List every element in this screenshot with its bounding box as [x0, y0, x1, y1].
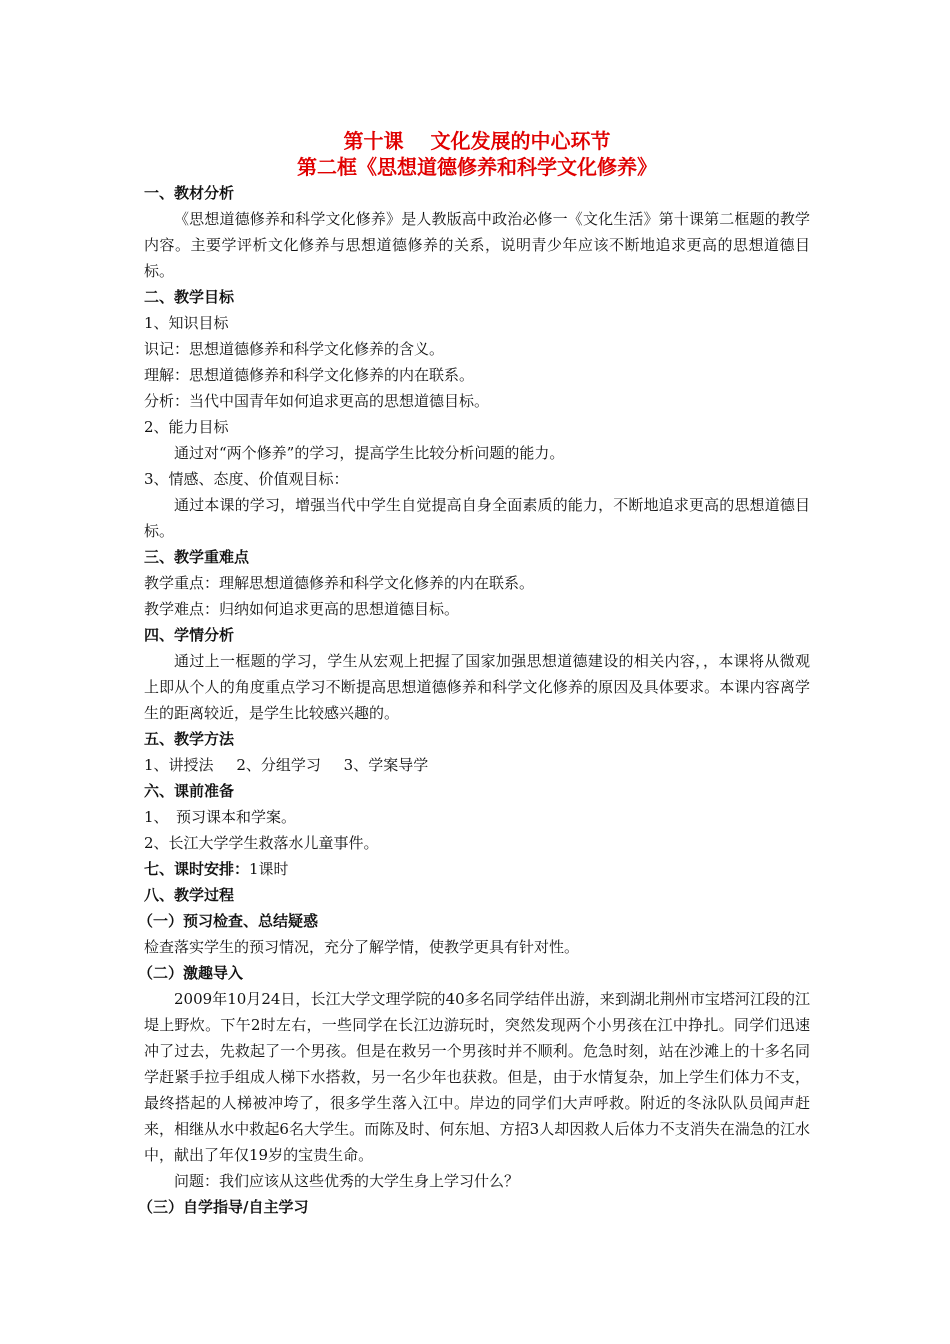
introduction-question: 问题：我们应该从这些优秀的大学生身上学习什么？: [174, 1172, 520, 1190]
knowledge-goal-title: 1、知识目标: [144, 314, 229, 332]
key-point: 教学重点：理解思想道德修养和科学文化修养的内在联系。: [144, 574, 535, 592]
introduction-story: 2009年10月24日，长江大学文理学院的40多名同学结伴出游，来到湖北荆州市宝塔河江段的江堤上野炊。下午2时左右，一些同学在长江边游玩时，突然发现两个小男孩在江中挣扎。同学们迅速冲了过去，先救起了一个男孩。但是在救另一个男孩时并不顺利。危急时刻，站在沙滩上的十多名同学赶紧手拉手组成人梯下水搭救，另一名少年也获救。但是，由于水情复杂，加上学生们体力不支，最终搭起的人梯被冲垮了，很多学生落入江中。岸边的同学们大声呼救。附近的冬泳队队员闻声赶来，相继从水中救起6名大学生。而陈及时、何东旭、方招3人却因救人后体力不支消失在湍急的江水中，献出了年仅19岁的宝贵生命。: [144, 990, 810, 1164]
heading-textbook-analysis: 一、教材分析: [144, 184, 235, 202]
heading-teaching-goals: 二、教学目标: [144, 288, 235, 306]
heading-student-analysis: 四、学情分析: [144, 626, 235, 644]
heading-teaching-methods: 五、教学方法: [144, 730, 235, 748]
section-subtitle: 第二框《思想道德修养和科学文化修养》: [297, 155, 657, 179]
knowledge-goal-3: 分析：当代中国青年如何追求更高的思想道德目标。: [144, 392, 490, 410]
class-hours-line: [144, 856, 810, 882]
method-group-study: 2、分组学习: [236, 756, 321, 774]
method-lecture: 1、讲授法: [144, 756, 214, 774]
subheading-introduction: （二）激趣导入: [138, 964, 244, 982]
method-guided-study: 3、学案导学: [343, 756, 429, 774]
preview-check-paragraph: 检查落实学生的预习情况，充分了解学情，使教学更具有针对性。: [144, 938, 580, 956]
student-analysis-paragraph: 通过上一框题的学习，学生从宏观上把握了国家加强思想道德建设的相关内容，，本课将从微观上即从个人的角度重点学习不断提高思想道德修养和科学文化修养的原因及具体要求。本课内容离学生的距离较近，是学生比较感兴趣的。: [144, 652, 810, 722]
class-hours-value: 1课时: [249, 860, 289, 878]
heading-class-hours: 七、课时安排：: [144, 860, 250, 878]
heading-key-points: 三、教学重难点: [144, 548, 250, 566]
preparation-item-2: 2、长江大学学生救落水儿童事件。: [144, 834, 379, 852]
heading-teaching-process: 八、教学过程: [144, 886, 235, 904]
subheading-self-study: （三）自学指导/自主学习: [138, 1198, 309, 1216]
emotion-goal-title: 3、情感、态度、价值观目标：: [144, 470, 349, 488]
knowledge-goal-2: 理解：思想道德修养和科学文化修养的内在联系。: [144, 366, 475, 384]
textbook-analysis-paragraph: 《思想道德修养和科学文化修养》是人教版高中政治必修一《文化生活》第十课第二框题的教学内容。主要学评析文化修养与思想道德修养的关系，说明青少年应该不断地追求更高的思想道德目标。: [144, 210, 810, 280]
document-page: [138, 0, 810, 1220]
knowledge-goal-1: 识记：思想道德修养和科学文化修养的含义。: [144, 340, 445, 358]
lesson-title: 第十课 文化发展的中心环节: [343, 129, 611, 153]
heading-preparation: 六、课前准备: [144, 782, 235, 800]
teaching-methods-list: [144, 752, 810, 778]
ability-goal-title: 2、能力目标: [144, 418, 229, 436]
emotion-goal-text: 通过本课的学习，增强当代中学生自觉提高自身全面素质的能力，不断地追求更高的思想道德目标。: [144, 496, 810, 540]
difficult-point: 教学难点：归纳如何追求更高的思想道德目标。: [144, 600, 460, 618]
subheading-preview-check: （一）预习检查、总结疑惑: [138, 912, 319, 930]
ability-goal-text: 通过对“两个修养”的学习，提高学生比较分析问题的能力。: [174, 444, 565, 462]
preparation-item-1: 1、 预习课本和学案。: [144, 808, 297, 826]
